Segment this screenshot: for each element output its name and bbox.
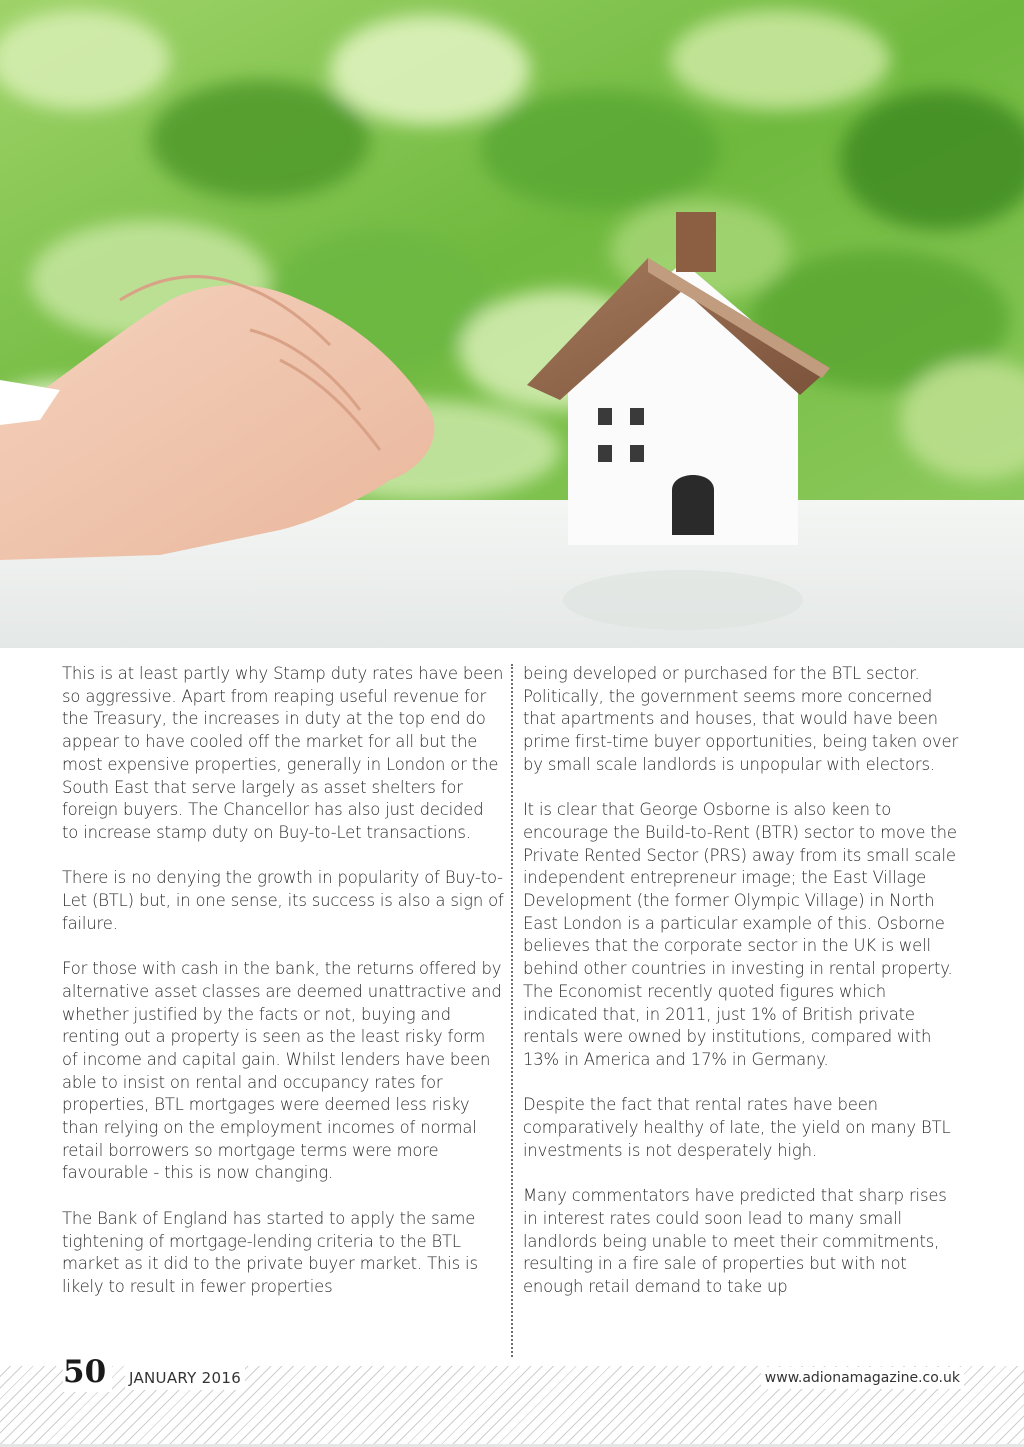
- right-paragraph-2: It is clear that George Osborne is also keen to encourage the Build-to-Rent (BTR) sector to move the Private Rented Sector (PRS) away from its small scale independent entrepreneur image; the East Village Development (the former Olympic Village) in North East London is a particular example of this. Osborne believes that the corporate sector in the UK is well behind other countries in investing in rental property. The Economist recently quoted figures which indicated that, in 2011, just 1% of British private rentals were owned by institutions, compared with 13% in America and 17% in Germany.: [523, 800, 957, 1069]
- left-paragraph-3: For those with cash in the bank, the returns offered by alternative asset classes are deemed unattractive and whether justified by the facts or not, buying and renting out a property is seen as the least risky form of income and capital gain. Whilst lenders have been able to insist on rental and occupancy rates for properties, BTL mortgages were deemed less risky than relying on the employment incomes of normal retail borrowers so mortgage terms were more favourable - this is now changing.: [62, 959, 502, 1183]
- right-paragraph-4: Many commentators have predicted that sharp rises in interest rates could soon lead to many small landlords being unable to meet their commitments, resulting in a fire sale of properties but with not enough retail demand to take up: [523, 1186, 947, 1296]
- hero-photo: [0, 0, 1024, 648]
- column-divider: [511, 664, 513, 1357]
- right-paragraph-3: Despite the fact that rental rates have been comparatively healthy of late, the yield on many BTL investments is not desperately high.: [523, 1095, 951, 1160]
- right-paragraph-1: being developed or purchased for the BTL sector. Politically, the government seems more concerned that apartments and houses, that would have been prime first-time buyer opportunities, being taken over by small scale landlords is unpopular with electors.: [523, 664, 959, 774]
- left-column: [62, 663, 504, 1321]
- house-hands-image: [0, 0, 1024, 648]
- page-number: 50: [63, 1352, 112, 1392]
- issue-date: JANUARY 2016: [125, 1366, 245, 1390]
- right-column: [523, 663, 965, 1321]
- website-url: www.adionamagazine.co.uk: [761, 1367, 964, 1389]
- left-paragraph-2: There is no denying the growth in popularity of Buy-to-Let (BTL) but, in one sense, its success is also a sign of failure.: [62, 868, 504, 933]
- left-paragraph-1: This is at least partly why Stamp duty rates have been so aggressive. Apart from reaping useful revenue for the Treasury, the increases in duty at the top end do appear to have cooled off the market for all but the most expensive properties, generally in London or the South East that serve largely as asset shelters for foreign buyers. The Chancellor has also just decided to increase stamp duty on Buy-to-Let transactions.: [62, 664, 504, 842]
- left-paragraph-4: The Bank of England has started to apply the same tightening of mortgage-lending criteria to the BTL market as it did to the private buyer market. This is likely to result in fewer properties: [62, 1208, 478, 1296]
